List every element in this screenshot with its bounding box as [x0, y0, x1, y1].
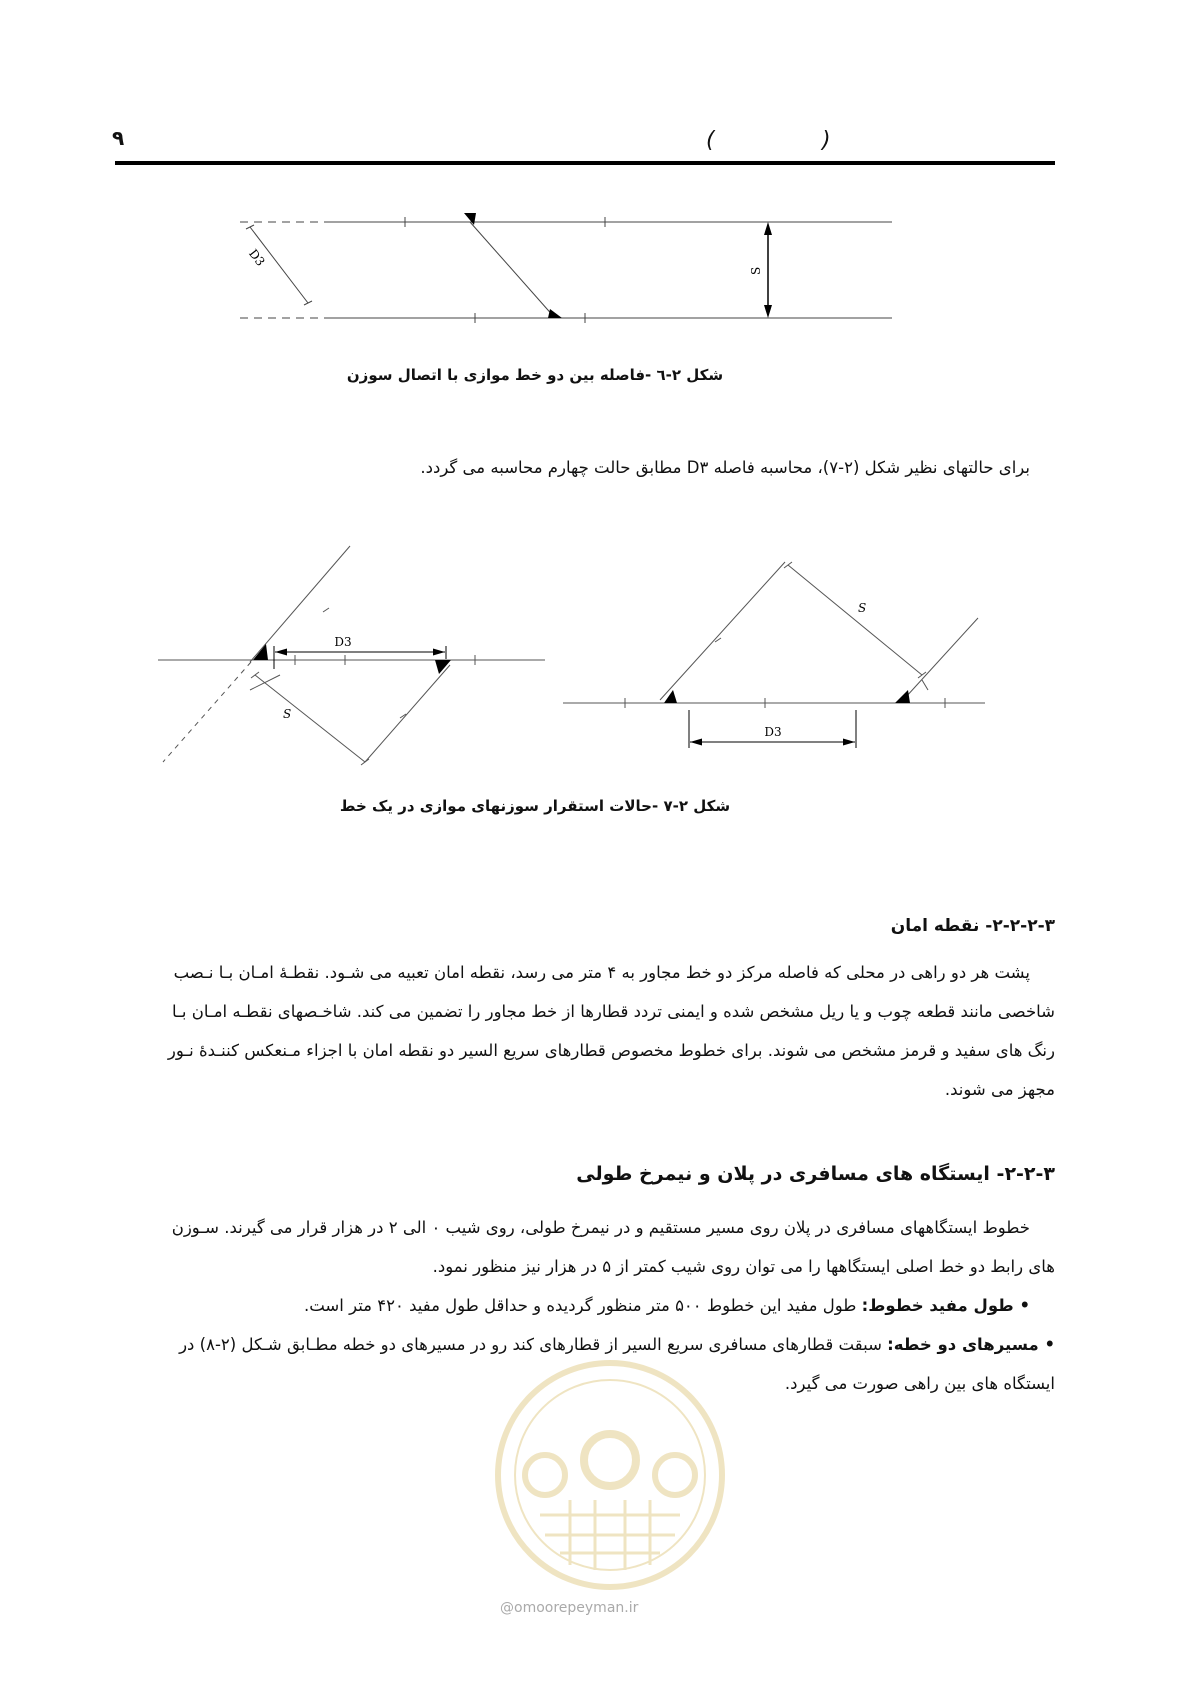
bullet-double-track-text: سبقت قطارهای مسافری سریع السیر از قطارهای کند رو در مسیرهای دو خطه مطـابق شـکل (۲-۸) در: [179, 1335, 888, 1354]
figure-7-right-diagram: [560, 540, 990, 770]
section-safety-body: [115, 953, 1055, 1109]
fig7r-label-s: S: [858, 601, 867, 615]
fig7r-second-diverging-line: [905, 618, 978, 698]
fig7r-s-dimension-line: [788, 565, 922, 675]
fig7l-crossover-line: [365, 665, 450, 762]
figure-7-caption: شکل ۲-۷ -حالات استقرار سوزنهای موازی در یک خط: [339, 797, 731, 815]
fig7l-s-dimension-line: [255, 675, 365, 762]
watermark-url: @omoorepeyman.ir: [500, 1600, 639, 1616]
fig7l-switch-1: [253, 644, 268, 660]
stations-line-1: خطوط ایستگاههای مسافری در پلان روی مسیر مستقیم و در نیمرخ طولی، روی شیب ۰ الی ۲ در هزار قرار می گیرند. سـوزن: [171, 1218, 1030, 1237]
intro-paragraph: برای حالتهای نظیر شکل (۲-۷)، محاسبه فاصله D۳ مطابق حالت چهارم محاسبه می گردد.: [420, 458, 1030, 477]
bullet-double-track-line-2: ایستگاه های بین راهی صورت می گیرد.: [784, 1374, 1055, 1393]
watermark-logo: [490, 1355, 730, 1595]
section-safety-heading: ۲-۲-۲-۳- نقطه امان: [890, 916, 1055, 936]
fig6-label-s: S: [749, 266, 763, 275]
header-rule: [115, 161, 1055, 165]
bullet-useful-length-text: طول مفید این خطوط ۵۰۰ متر منظور گردیده و حداقل طول مفید ۴۲۰ متر است.: [303, 1296, 862, 1315]
fig7r-diverging-line: [660, 562, 785, 700]
fig7l-label-d3: D3: [334, 635, 352, 649]
fig6-switch-bottom: [548, 309, 562, 318]
fig7r-switch-2: [895, 690, 910, 703]
fig7r-switch-1: [664, 690, 677, 703]
fig6-crossover-line: [470, 222, 555, 318]
fig6-switch-top: [464, 213, 476, 225]
fig7l-dashed-diverging-line: [163, 662, 251, 762]
header-paren-close: ): [822, 128, 831, 153]
figure-7-left-diagram: [155, 540, 555, 775]
figure-6-diagram: [230, 205, 900, 325]
bullet-useful-length-label: • طول مفید خطوط:: [861, 1296, 1030, 1315]
fig7l-label-s: S: [283, 707, 292, 721]
safety-line-4: مجهز می شوند.: [944, 1080, 1055, 1099]
page-number: ۹: [112, 126, 125, 150]
figure-6-caption: شکل ۲-٦ -فاصله بین دو خط موازی با اتصال سوزن: [346, 366, 724, 384]
header-paren-open: (: [706, 128, 715, 153]
section-stations-heading: ۲-۲-۳- ایستگاه های مسافری در پلان و نیمرخ طولی: [576, 1163, 1055, 1185]
safety-line-2: شاخصی مانند قطعه چوب و یا ریل مشخص شده و ایمنی تردد قطارها از خط مجاور را تضمین می کند. شاخـصهای نقطـه امـان بـا: [172, 1002, 1055, 1021]
fig6-label-d3: D3: [246, 246, 268, 269]
fig7r-label-d3: D3: [764, 725, 782, 739]
stations-line-2: های رابط دو خط اصلی ایستگاهها را می توان روی شیب کمتر از ۵ در هزار نیز منظور نمود.: [432, 1257, 1055, 1276]
bullet-useful-length: [115, 1286, 1055, 1325]
bullet-double-track-label: • مسیرهای دو خطه:: [887, 1335, 1055, 1354]
safety-line-3: رنگ های سفید و قرمز مشخص می شوند. برای خطوط مخصوص قطارهای سریع السیر دو نقطه امان با اجزاء مـنعکس کننـدهٔ نـور: [167, 1041, 1055, 1060]
safety-line-1: پشت هر دو راهی در محلی که فاصله مرکز دو خط مجاور به ۴ متر می رسد، نقطه امان تعبیه می شـود. نقطـهٔ امـان بـا نـصب: [173, 963, 1030, 982]
